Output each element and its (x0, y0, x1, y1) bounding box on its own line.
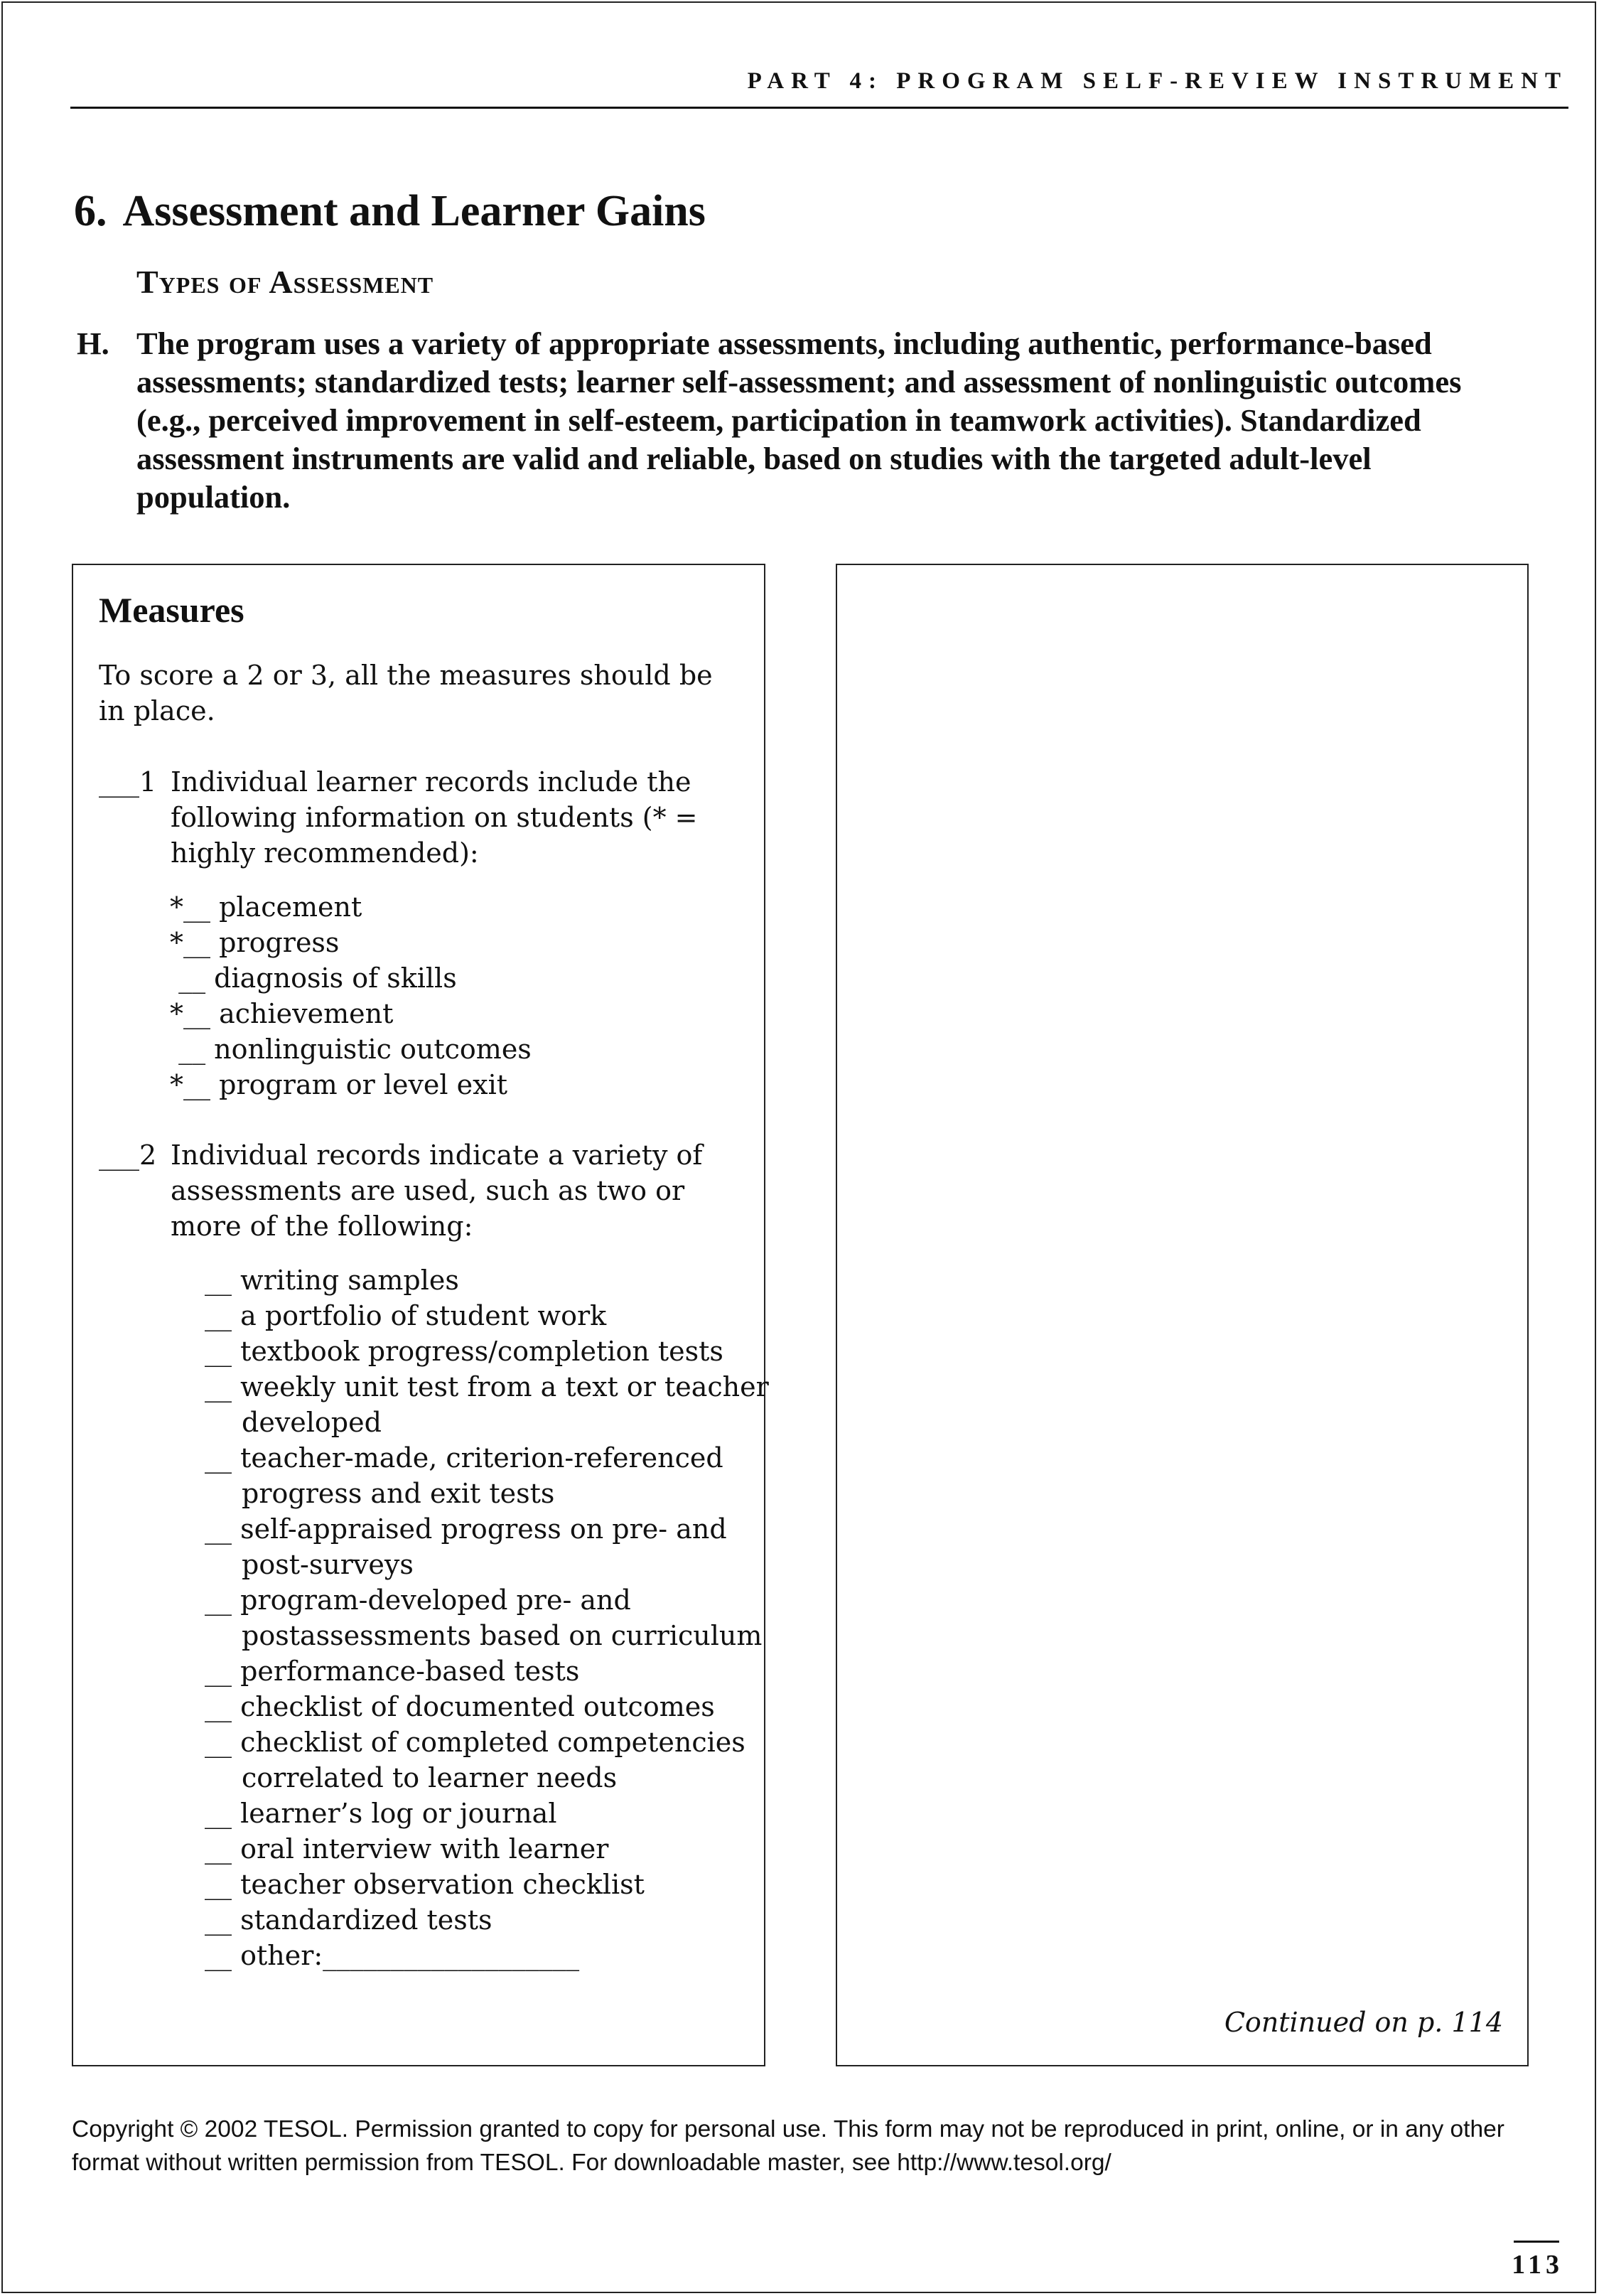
measures-title: Measures (99, 590, 244, 630)
list-item[interactable]: __ teacher-made, criterion-referenced progress and exit tests (205, 1442, 723, 1509)
list-item[interactable]: __ teacher observation checklist (205, 1869, 645, 1900)
list-item[interactable]: __ checklist of documented outcomes (205, 1691, 715, 1722)
page-number: 113 (1512, 2250, 1563, 2280)
list-item[interactable]: *__ placement (170, 891, 362, 923)
list-item[interactable]: *__ progress (170, 927, 340, 958)
list-item[interactable]: __ checklist of completed competencies correlated to learner needs (205, 1727, 745, 1793)
measure-item-1 (99, 764, 739, 871)
measure-item-2 (99, 1137, 739, 1244)
subsection-heading: Types of Assessment (136, 264, 434, 300)
section-title (74, 186, 706, 237)
page-number-rule (1514, 2241, 1559, 2243)
list-item[interactable]: __ weekly unit test from a text or teacher developed (205, 1371, 769, 1438)
list-item[interactable]: *__ program or level exit (170, 1069, 507, 1100)
measure-score-blank-1[interactable]: ___1 (99, 766, 157, 798)
list-item[interactable]: *__ achievement (170, 998, 394, 1029)
measure-text-1: Individual learner records include the following information on students (* = highly recommended): (171, 766, 698, 869)
section-title-text: Assessment and Learner Gains (122, 187, 706, 235)
list-item[interactable]: __ a portfolio of student work (205, 1300, 607, 1331)
notes-box[interactable] (836, 564, 1529, 2066)
list-item[interactable]: __ nonlinguistic outcomes (170, 1034, 532, 1065)
list-item[interactable]: __ other:___________________ (205, 1940, 580, 1971)
measures-intro: To score a 2 or 3, all the measures should be in place. (99, 660, 713, 726)
learner-record-checklist (170, 889, 532, 1103)
list-item[interactable]: __ self-appraised progress on pre- and post-surveys (205, 1513, 727, 1580)
measure-text-2: Individual records indicate a variety of assessments are used, such as two or more of the following: (171, 1139, 703, 1242)
list-item[interactable]: __ standardized tests (205, 1904, 492, 1936)
list-item[interactable]: __ diagnosis of skills (170, 962, 457, 994)
header-rule (70, 107, 1568, 109)
list-item[interactable]: __ program-developed pre- and postassessments based on curriculum (205, 1584, 763, 1651)
list-item[interactable]: __ learner’s log or journal (205, 1798, 557, 1829)
section-number: 6. (74, 187, 107, 235)
list-item[interactable]: __ textbook progress/completion tests (205, 1336, 723, 1367)
list-item[interactable]: __ oral interview with learner (205, 1833, 609, 1865)
standard-statement (77, 324, 1498, 516)
running-head: PART 4: PROGRAM SELF-REVIEW INSTRUMENT (747, 68, 1568, 94)
measures-box (72, 564, 769, 2066)
measure-score-blank-2[interactable]: ___2 (99, 1139, 157, 1171)
list-item[interactable]: __ performance-based tests (205, 1656, 580, 1687)
assessment-type-checklist (205, 1262, 782, 1973)
continued-note: Continued on p. 114 (1224, 2007, 1503, 2038)
standard-text: The program uses a variety of appropriate assessments, including authentic, performance-based assessments; standardized tests; learner self-assessment; and assessment of nonlinguistic outcomes (e.g., perceived improvement in self-esteem, participation in teamwork activities). Standardized assessment instruments are valid and reliable, based on studies with the targeted adult-level population. (136, 326, 1462, 515)
copyright-notice: Copyright © 2002 TESOL. Permission granted to copy for personal use. This form may not be reproduced in print, online, or in any other format without written permission from TESOL. For downloadable master, see http://www.tesol.org/ (72, 2116, 1504, 2176)
standard-letter: H. (77, 326, 109, 361)
list-item[interactable]: __ writing samples (205, 1265, 459, 1296)
